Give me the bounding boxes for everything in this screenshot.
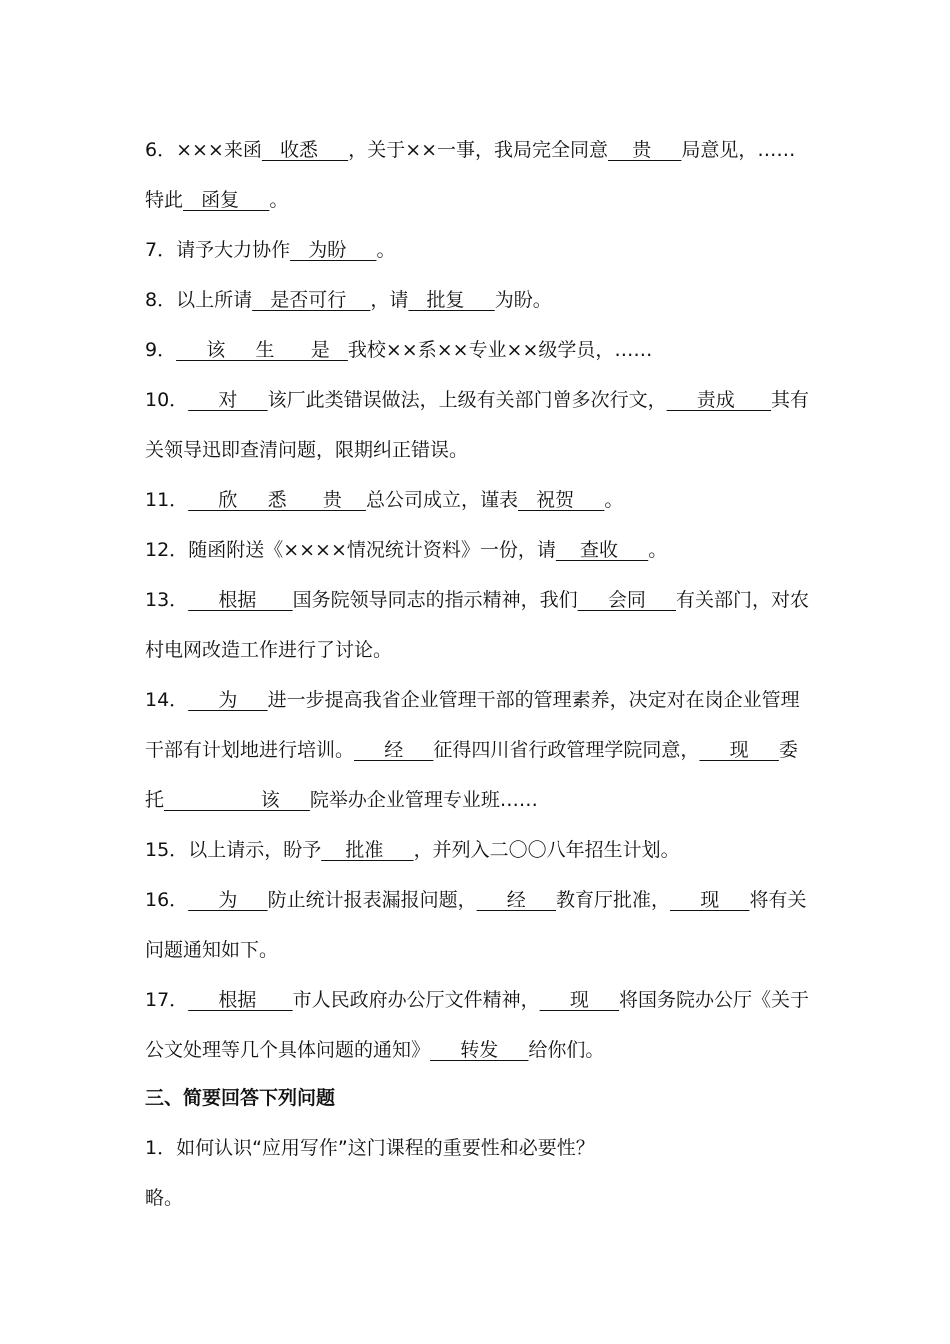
question-10-line-1: [145, 388, 810, 414]
answer-blank: 为: [188, 889, 268, 911]
question-12: [145, 538, 805, 564]
question-number: 16．: [145, 889, 189, 911]
answer-blank: 经: [476, 889, 557, 911]
question-14-line-3: [145, 788, 805, 814]
answer-blank: 转发: [430, 1039, 529, 1061]
question-number: 10．: [145, 389, 189, 411]
question-text: 院举办企业管理专业班……: [309, 789, 538, 811]
question-17-line-2: [145, 1038, 805, 1064]
question-text: 干部有计划地进行培训。: [145, 739, 355, 761]
question-number: 8．: [145, 289, 177, 311]
question-10-line-2: [145, 438, 805, 464]
question-7: [145, 238, 805, 264]
question-13-line-1: [145, 588, 810, 614]
question-text: 将国务院办公厅《关于: [619, 989, 810, 1011]
question-number: 14．: [145, 689, 189, 711]
question-number: 12．: [145, 539, 189, 561]
question-text: 关领导迅即查清问题，限期纠正错误。: [145, 439, 469, 461]
question-text: 。: [648, 539, 668, 561]
question-text: 局意见，……: [681, 139, 796, 161]
question-text: 国务院领导同志的指示精神，我们: [292, 589, 578, 611]
section-heading: 三、简要回答下列问题: [145, 1087, 336, 1109]
question-text: 征得四川省行政管理学院同意，: [433, 739, 700, 761]
answer-blank: 是否可行: [252, 289, 371, 311]
question-6-line-2: [145, 188, 805, 214]
question-text: 有关部门，对农: [676, 589, 810, 611]
question-text: 市人民政府办公厅文件精神，: [292, 989, 540, 1011]
question-17-line-1: [145, 988, 810, 1014]
question-text: 进一步提高我省企业管理干部的管理素养，决定对在岗企业管理: [267, 689, 800, 711]
question-text: 公文处理等几个具体问题的通知》: [145, 1039, 431, 1061]
question-text: 该厂此类错误做法，上级有关部门曾多次行文，: [267, 389, 667, 411]
answer-blank: 为盼: [290, 239, 377, 261]
question-number: 9．: [145, 339, 177, 361]
question-text: 。: [604, 489, 624, 511]
question-text: 随函附送《××××情况统计资料》一份，请: [188, 539, 556, 561]
answer-blank: 欣 悉 贵: [188, 489, 366, 511]
question-6-line-1: [145, 138, 805, 164]
answer-blank: 查收: [555, 539, 649, 561]
question-number: 15．: [145, 839, 189, 861]
answer-blank: 现: [699, 739, 779, 761]
question-16-line-1: [145, 888, 805, 914]
question-text: 。: [269, 189, 289, 211]
question-text: 以上请示，盼予: [188, 839, 322, 861]
short-answer-question-1: 1．如何认识“应用写作”这门课程的重要性和必要性？: [145, 1137, 595, 1159]
question-text: 总公司成立，谨表: [365, 489, 518, 511]
answer-blank: 批复: [408, 289, 495, 311]
question-text: 防止统计报表漏报问题，: [267, 889, 477, 911]
answer-blank: 函复: [183, 189, 270, 211]
answer-blank: 为: [188, 689, 268, 711]
question-text: 特此: [145, 189, 184, 211]
question-text: 其有: [771, 389, 810, 411]
answer-blank: 收悉: [261, 139, 349, 161]
answer-blank: 会同: [577, 589, 677, 611]
question-8: [145, 288, 805, 314]
answer-blank: 该: [164, 789, 310, 811]
answer-blank: 经: [354, 739, 434, 761]
question-text: ，请: [370, 289, 409, 311]
short-answer-1-answer: 略。: [145, 1187, 184, 1209]
question-15: [145, 838, 805, 864]
answer-blank: 批准: [321, 839, 414, 861]
question-text: 我校××系××专业××级学员，……: [347, 339, 653, 361]
question-number: 13．: [145, 589, 189, 611]
question-11: [145, 488, 805, 514]
answer-blank: 现: [670, 889, 750, 911]
answer-blank: 现: [539, 989, 620, 1011]
question-text: ×××来函: [176, 139, 262, 161]
question-number: 11．: [145, 489, 189, 511]
question-text: 教育厅批准，: [556, 889, 671, 911]
question-14-line-2: [145, 738, 805, 764]
question-9: [145, 338, 805, 364]
question-text: 给你们。: [528, 1039, 605, 1061]
question-text: ，并列入二〇〇八年招生计划。: [413, 839, 680, 861]
question-14-line-1: [145, 688, 805, 714]
question-text: 以上所请: [176, 289, 253, 311]
question-text: 村电网改造工作进行了讨论。: [145, 639, 393, 661]
question-16-line-2: [145, 938, 805, 964]
question-text: 问题通知如下。: [145, 939, 279, 961]
question-text: 。: [376, 239, 396, 261]
answer-blank: 该 生 是: [176, 339, 348, 361]
question-text: ，关于××一事，我局完全同意: [348, 139, 609, 161]
question-text: 将有关: [749, 889, 807, 911]
answer-blank: 根据: [188, 989, 293, 1011]
question-text: 为盼。: [494, 289, 552, 311]
question-text: 委: [778, 739, 798, 761]
question-13-line-2: [145, 638, 805, 664]
question-text: 请予大力协作: [176, 239, 291, 261]
question-number: 6．: [145, 139, 177, 161]
question-text: 托: [145, 789, 165, 811]
question-number: 7．: [145, 239, 177, 261]
answer-blank: 贵: [608, 139, 682, 161]
answer-blank: 祝贺: [518, 489, 605, 511]
answer-blank: 责成: [666, 389, 772, 411]
answer-blank: 根据: [188, 589, 293, 611]
question-number: 17．: [145, 989, 189, 1011]
answer-blank: 对: [188, 389, 268, 411]
